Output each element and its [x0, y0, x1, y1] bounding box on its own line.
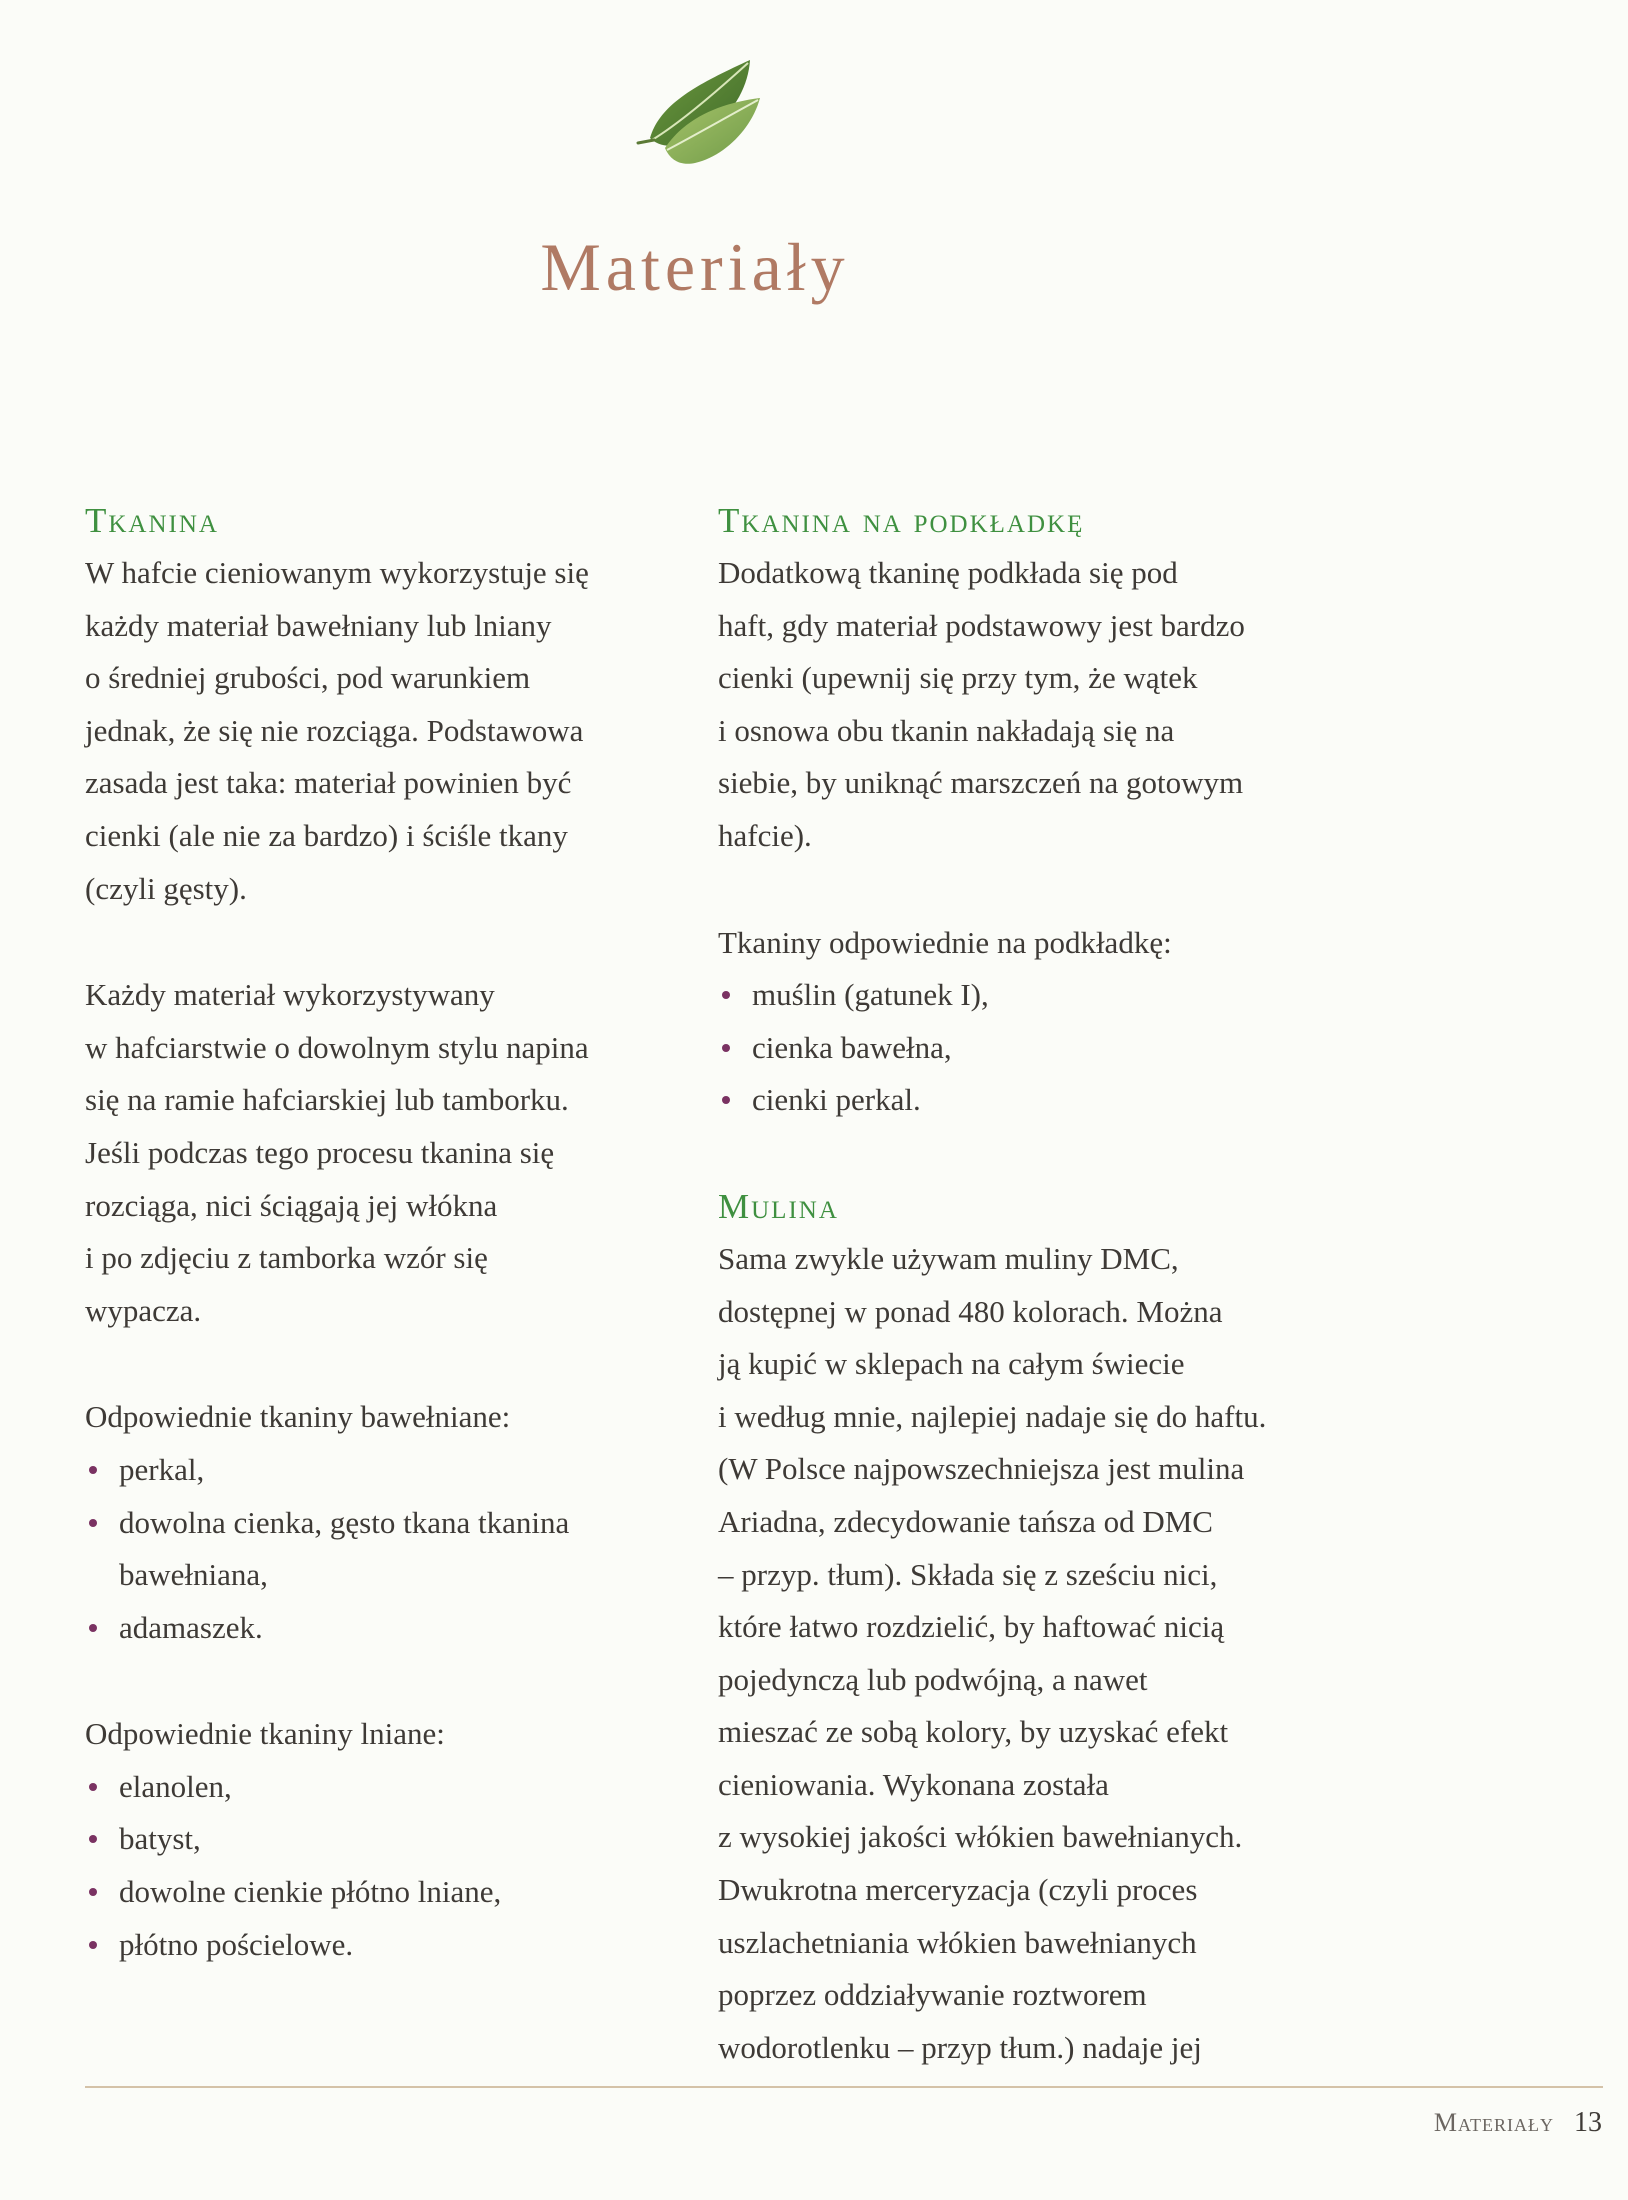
list-item — [85, 1497, 725, 1602]
text-line: poprzez oddziaływanie roztworem — [718, 1977, 1147, 2013]
text-line: Każdy materiał wykorzystywany — [85, 977, 495, 1013]
text-line: i według mnie, najlepiej nadaje się do haftu. — [718, 1398, 1267, 1434]
backing-fabrics-list — [718, 969, 1358, 1127]
text-line: dowolna cienka, gęsto tkana tkanina — [119, 1504, 570, 1540]
text-line: i osnowa obu tkanin nakładają się na — [718, 712, 1175, 748]
text-line: muślin (gatunek I), — [752, 977, 989, 1013]
text-line: haft, gdy materiał podstawowy jest bardzo — [718, 607, 1245, 643]
text-line: Jeśli podczas tego procesu tkanina się — [85, 1134, 555, 1170]
text-line: cienka bawełna, — [752, 1029, 952, 1065]
list-item — [718, 1022, 1358, 1075]
text-line: cieniowania. Wykonana została — [718, 1766, 1109, 1802]
right-column — [718, 495, 1358, 2074]
list-item — [85, 1602, 725, 1655]
text-line: rozciąga, nici ściągają jej włókna — [85, 1187, 498, 1223]
text-line: jednak, że się nie rozciąga. Podstawowa — [85, 712, 584, 748]
text-line: Dodatkową tkaninę podkłada się pod — [718, 555, 1178, 590]
text-line: ją kupić w sklepach na całym świecie — [718, 1346, 1185, 1382]
text-line: o średniej grubości, pod warunkiem — [85, 660, 531, 696]
text-line: płótno pościelowe. — [119, 1926, 354, 1962]
text-line: adamaszek. — [119, 1609, 263, 1645]
text-line: – przyp. tłum). Składa się z sześciu nici, — [718, 1556, 1218, 1592]
text-line: wypacza. — [85, 1292, 202, 1328]
text-line: Dwukrotna merceryzacja (czyli proces — [718, 1872, 1198, 1908]
page-title: Materiały — [540, 229, 850, 305]
list-item — [85, 1866, 725, 1919]
text-line: dostępnej w ponad 480 kolorach. Można — [718, 1293, 1223, 1329]
page-footer — [1434, 2107, 1602, 2139]
text-line: mieszać ze sobą kolory, by uzyskać efekt — [718, 1714, 1229, 1750]
text-line: które łatwo rozdzielić, by haftować nicią — [718, 1609, 1225, 1645]
text-line: każdy materiał bawełniany lub lniany — [85, 607, 552, 643]
text-line: Ariadna, zdecydowanie tańsza od DMC — [718, 1503, 1213, 1539]
list-item — [85, 1813, 725, 1866]
text-line: (czyli gęsty). — [85, 870, 247, 906]
backing-paragraph — [718, 547, 1358, 863]
text-line: (W Polsce najpowszechniejsza jest mulina — [718, 1451, 1245, 1487]
text-line: i po zdjęciu z tamborka wzór się — [85, 1240, 488, 1276]
linen-fabrics-list — [85, 1761, 725, 1971]
fabric-paragraph-1 — [85, 547, 725, 915]
text-line: bawełniana, — [119, 1557, 268, 1593]
section-heading-backing-fabric: Tkanina na podkładkę — [718, 501, 1085, 540]
text-line: siebie, by uniknąć marszczeń na gotowym — [718, 765, 1244, 801]
text-line: się na ramie hafciarskiej lub tamborku. — [85, 1082, 569, 1118]
text-line: cienki (upewnij się przy tym, że wątek — [718, 660, 1198, 696]
text-line: elanolen, — [119, 1768, 232, 1804]
cotton-fabrics-list — [85, 1444, 725, 1654]
text-line: zasada jest taka: materiał powinien być — [85, 765, 572, 801]
footer-chapter-title: Materiały — [1433, 2108, 1554, 2137]
text-line: wodorotlenku – przyp tłum.) nadaje jej — [718, 2029, 1202, 2065]
text-line: cienki (ale nie za bardzo) i ściśle tkany — [85, 817, 568, 853]
text-line: W hafcie cieniowanym wykorzystuje się — [85, 555, 589, 590]
text-line: cienki perkal. — [752, 1082, 921, 1118]
fabric-paragraph-2 — [85, 969, 725, 1337]
text-line: w hafciarstwie o dowolnym stylu napina — [85, 1029, 589, 1065]
list-item — [85, 1919, 725, 1972]
page-number: 13 — [1574, 2107, 1602, 2138]
text-line: dowolne cienkie płótno lniane, — [119, 1874, 502, 1910]
text-line: Sama zwykle używam muliny DMC, — [718, 1240, 1179, 1276]
list-item — [718, 969, 1358, 1022]
text-line: batyst, — [119, 1821, 201, 1857]
text-line: z wysokiej jakości włókien bawełnianych. — [718, 1819, 1243, 1855]
section-heading-floss: Mulina — [718, 1186, 839, 1226]
floss-paragraph — [718, 1233, 1358, 2075]
list-item — [718, 1074, 1358, 1127]
text-line: hafcie). — [718, 817, 812, 853]
text-line: pojedynczą lub podwójną, a nawet — [718, 1661, 1148, 1697]
footer-divider — [85, 2086, 1603, 2088]
leaf-icon — [630, 48, 770, 173]
linen-list-intro: Odpowiednie tkaniny lniane: — [85, 1716, 445, 1752]
section-heading-fabric: Tkanina — [85, 501, 219, 540]
left-column — [85, 495, 725, 1971]
list-item — [85, 1444, 725, 1497]
backing-list-intro: Tkaniny odpowiednie na podkładkę: — [718, 924, 1172, 960]
cotton-list-intro: Odpowiednie tkaniny bawełniane: — [85, 1399, 511, 1435]
list-item — [85, 1761, 725, 1814]
text-line: perkal, — [119, 1451, 205, 1487]
text-line: uszlachetniania włókien bawełnianych — [718, 1924, 1197, 1960]
